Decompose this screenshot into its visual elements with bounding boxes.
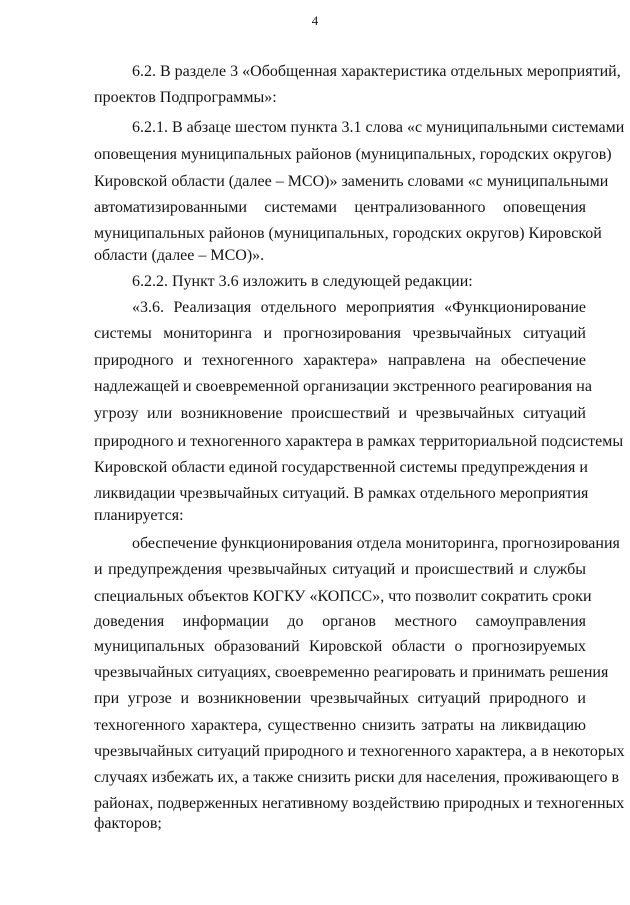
text-line: техногенного характера, существенно снизить затраты на ликвидацию [94, 717, 586, 734]
text-line: и предупреждения чрезвычайных ситуаций и происшествий и службы [94, 561, 586, 578]
text-line: угрозу или возникновение происшествий и чрезвычайных ситуаций [94, 405, 586, 422]
text-line: 6.2.1. В абзаце шестом пункта 3.1 слова «с муниципальными системами [132, 119, 625, 136]
text-line: 6.2.2. Пункт 3.6 изложить в следующей редакции: [132, 273, 473, 290]
text-line: надлежащей и своевременной организации экстренного реагирования на [94, 378, 592, 395]
text-line: чрезвычайных ситуаций природного и техногенного характера, а в некоторых [94, 743, 625, 760]
text-line: районах, подверженных негативному воздействию природных и техногенных [94, 795, 625, 812]
text-line: планируется: [94, 507, 184, 524]
text-line: оповещения муниципальных районов (муниципальных, городских округов) [94, 146, 612, 163]
text-line: проектов Подпрограммы»: [94, 89, 277, 106]
text-line: Кировской области единой государственной системы предупреждения и [94, 459, 588, 476]
text-line: чрезвычайных ситуациях, своевременно реагировать и принимать решения [94, 664, 609, 681]
text-line: «3.6. Реализация отдельного мероприятия «Функционирование [132, 299, 586, 316]
text-line: автоматизированными системами централизованного оповещения [94, 199, 586, 216]
text-line: области (далее – МСО)». [94, 247, 265, 264]
text-line: случаях избежать их, а также снизить риски для населения, проживающего в [94, 769, 620, 786]
text-line: обеспечение функционирования отдела мониторинга, прогнозирования [132, 535, 620, 552]
text-line: системы мониторинга и прогнозирования чрезвычайных ситуаций [94, 325, 586, 342]
text-line: при угрозе и возникновении чрезвычайных ситуаций природного и [94, 690, 586, 707]
page-number: 4 [311, 13, 319, 28]
text-line: 6.2. В разделе 3 «Обобщенная характеристика отдельных мероприятий, [132, 63, 621, 80]
text-line: природного и техногенного характера» направлена на обеспечение [94, 352, 586, 369]
text-line: факторов; [94, 815, 162, 832]
text-line: Кировской области (далее – МСО)» заменить словами «с муниципальными [94, 173, 609, 190]
text-line: доведения информации до органов местного самоуправления [94, 613, 586, 630]
text-line: муниципальных образований Кировской области о прогнозируемых [94, 638, 586, 655]
text-line: муниципальных районов (муниципальных, городских округов) Кировской [94, 225, 602, 242]
text-line: специальных объектов КОГКУ «КОПСС», что позволит сократить сроки [94, 588, 592, 605]
text-line: ликвидации чрезвычайных ситуаций. В рамках отдельного мероприятия [94, 485, 589, 502]
text-line: природного и техногенного характера в рамках территориальной подсистемы [94, 433, 624, 450]
